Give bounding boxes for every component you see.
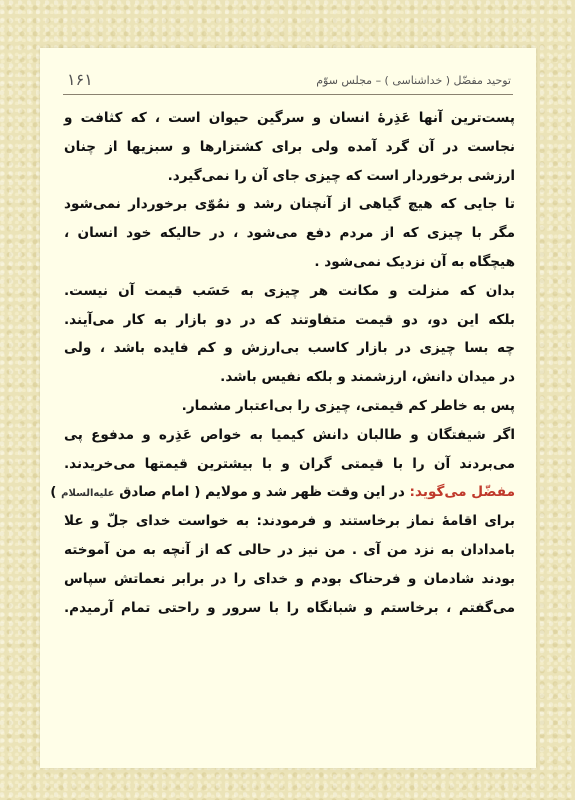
- text-line: چه بسا چیزی در بازار کاسب بی‌ارزش و کم فایده باشد ، ولی: [64, 340, 515, 357]
- speaker-text: در این وقت ظهر شد و مولایم ( امام صادق: [114, 484, 410, 501]
- body-text: [50, 104, 515, 622]
- text-line: تا جایی که هیچ گیاهی از آنچنان رشد و نمُوّی برخوردار نمی‌شود: [64, 196, 515, 213]
- text-line: بدان که منزلت و مکانت هر چیزی به حَسَب قیمت آن نیست.: [64, 282, 515, 299]
- text-line: پس به خاطر کم قیمتی، چیزی را بی‌اعتبار مشمار.: [181, 397, 515, 414]
- speaker-closing: ): [50, 484, 62, 501]
- page-number: ۱۶۱: [67, 70, 93, 89]
- text-line: بامدادان به نزد من آی . من نیز در حالی که از آنچه به من آموخته: [64, 541, 515, 558]
- text-line: مگر با چیزی که از مردم دفع می‌شود ، در حالیکه خود انسان ،: [64, 225, 515, 242]
- text-line: برای اقامهٔ نماز برخاستند و فرمودند: به خواست خدای جلّ و علا: [64, 513, 515, 530]
- running-title: توحید مفضّل ( خداشناسی ) – مجلس سوّم: [316, 74, 511, 87]
- speaker-label: مفضّل می‌گوید:: [409, 484, 515, 501]
- text-line: می‌گفتم ، برخاستم و شبانگاه را با سرور و راحتی تمام آرمیدم.: [64, 599, 515, 616]
- text-line: پست‌ترین آنها عَذِرهٔ انسان و سرگین حیوان است ، که کثافت و: [64, 110, 515, 126]
- text-line: هیچگاه به آن نزدیک نمی‌شود .: [314, 253, 515, 270]
- text-line: می‌بردند آن را با قیمتی گران و با بیشترین قیمتها می‌خریدند.: [64, 455, 515, 472]
- text-line: بلکه این دو، دو قیمت متفاوتند که در دو بازار به کار می‌آیند.: [64, 311, 515, 328]
- page-header: [63, 64, 513, 95]
- honorific-mark: علیه‌السلام: [61, 488, 115, 500]
- text-line: اگر شیفتگان و طالبان دانش کیمیا به خواص عَذِره و مدفوع پی: [64, 426, 515, 443]
- speaker-line: [50, 478, 515, 507]
- text-line: بودند شادمان و فرحناک بودم و خدای را در برابر نعماتش سپاس: [64, 570, 515, 587]
- text-line: نجاست در آن گرد آمده ولی برای کشتزارها و سبزیها از چنان: [64, 138, 515, 155]
- text-line: ارزشی برخوردار است که چیزی جای آن را نمی‌گیرد.: [167, 167, 515, 184]
- text-line: در میدان دانش، ارزشمند و بلکه نفیس باشد.: [220, 369, 515, 386]
